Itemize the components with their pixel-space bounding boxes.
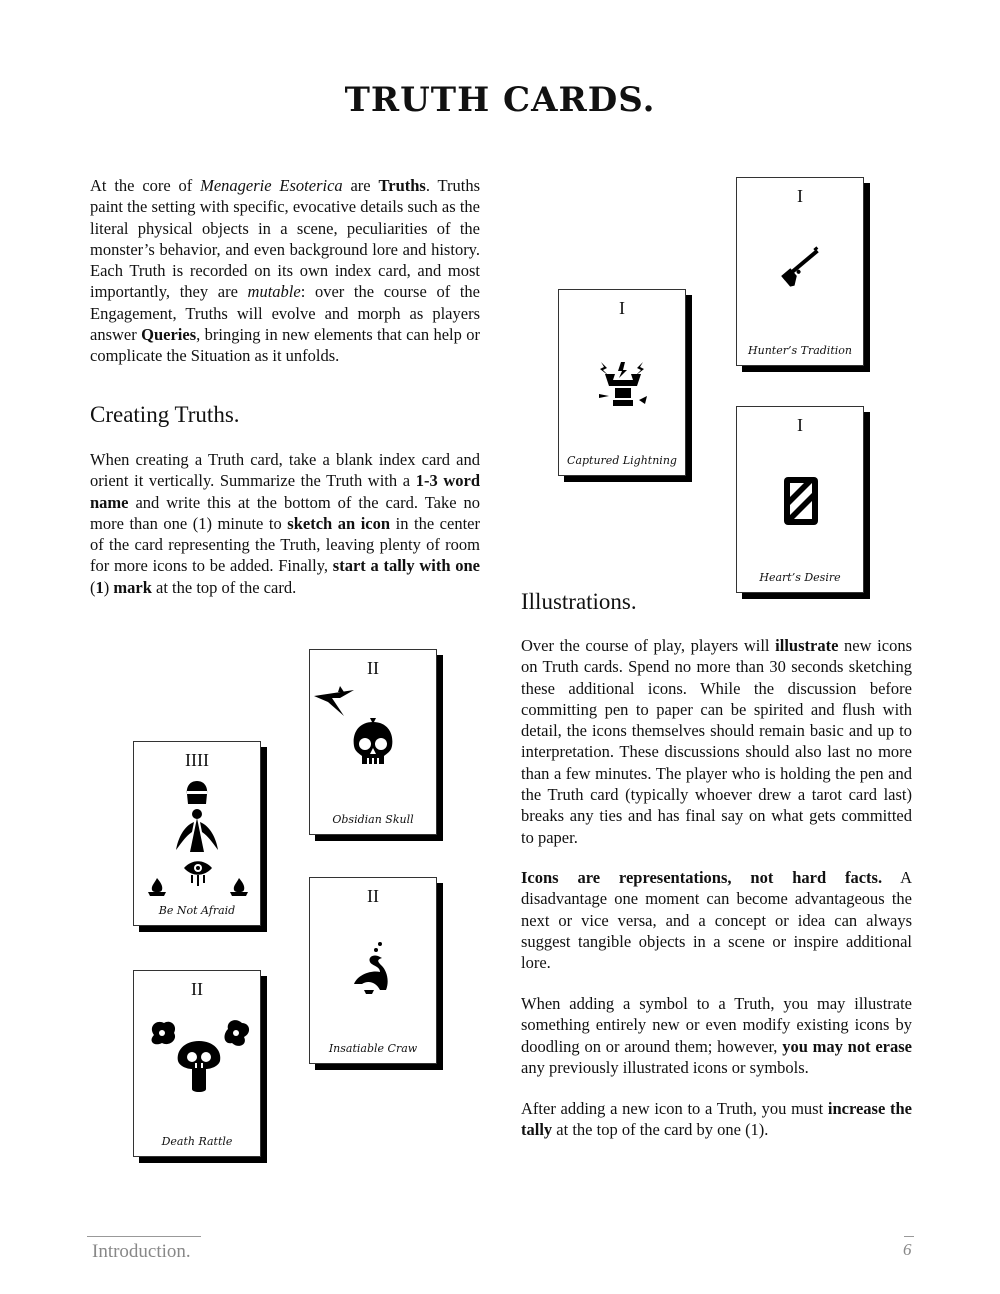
card-name: Heart’s Desire bbox=[759, 571, 841, 584]
card-tally: II bbox=[191, 979, 203, 999]
rifle-icon bbox=[777, 240, 827, 290]
page-number: 6 bbox=[903, 1240, 912, 1259]
truth-card-captured-lightning bbox=[558, 289, 686, 476]
truth-card-hearts-desire bbox=[736, 406, 864, 593]
lightning-jar-icon bbox=[597, 360, 649, 416]
card-name: Hunter’s Tradition bbox=[748, 344, 852, 357]
intro-paragraph: At the core of Menagerie Esoterica are Truths. Truths paint the setting with specific, evocative details such as the literal physical objects in a scene, peculiarities of the monster’s behavior, and even background lore and history. Each Truth is recorded on its own index card, and most importantly, they are mutable: over the course of the Engagement, Truths will evolve and morph as players answer Queries, bringing in new elements that can help or complicate the Situation as it unfolds. bbox=[90, 176, 480, 366]
bird-icon bbox=[352, 940, 394, 998]
eye-icon bbox=[182, 860, 214, 888]
page-title: TRUTH CARDS. bbox=[344, 80, 656, 120]
mushroom-skull-icon bbox=[144, 1015, 254, 1095]
card-name: Obsidian Skull bbox=[332, 813, 414, 826]
card-tally: IIII bbox=[185, 750, 209, 770]
card-name: Captured Lightning bbox=[567, 454, 677, 467]
card-name: Be Not Afraid bbox=[158, 904, 236, 917]
flame-left-icon bbox=[146, 876, 168, 898]
footer-section-title: Introduction. bbox=[92, 1241, 191, 1262]
footer-divider bbox=[87, 1236, 201, 1237]
truth-card-death-rattle bbox=[133, 970, 261, 1157]
card-name: Death Rattle bbox=[161, 1135, 233, 1148]
card-tally: I bbox=[797, 415, 803, 435]
illustrations-paragraph-2: Icons are representations, not hard facts. A disadvantage one moment can become advantageous the next or vice versa, and a concept or idea can always suggest tangible objects in a scene or inspire additional lore. bbox=[521, 868, 912, 973]
mirror-icon bbox=[782, 475, 820, 527]
creating-truths-paragraph: When creating a Truth card, take a blank index card and orient it vertically. Summarize the Truth with a 1-3 word name and write this at the bottom of the card. Take no more than one (1) minute to sketch an icon in the center of the card representing the Truth, leaving plenty of room for more icons to be added. Finally, start a tally with one (1) mark at the top of the card. bbox=[90, 450, 480, 597]
illustrations-paragraph-1: Over the course of play, players will illustrate new icons on Truth cards. Spend no more than 30 seconds sketching these additional icons. While the discussion before committing pen to paper can be spirited and flush with detail, the icons themselves should remain basic and up to interpretation. These discussions should also last no more than a few minutes. The player who is holding the pen and the Truth card (typically whoever drew a tarot card last) breaks any ties and has final say on what gets committed to paper. bbox=[521, 636, 912, 847]
skull-icon bbox=[348, 718, 398, 770]
card-tally: I bbox=[797, 186, 803, 206]
card-name: Insatiable Craw bbox=[328, 1042, 418, 1055]
angel-icon bbox=[174, 808, 220, 854]
card-tally: I bbox=[619, 298, 625, 318]
truth-card-insatiable-craw bbox=[309, 877, 437, 1064]
creating-truths-heading: Creating Truths. bbox=[90, 402, 240, 427]
illustrations-paragraph-4: After adding a new icon to a Truth, you must increase the tally at the top of the card by one (1). bbox=[521, 1099, 912, 1140]
card-tally: II bbox=[367, 886, 379, 906]
truth-card-hunters-tradition bbox=[736, 177, 864, 366]
hooded-head-icon bbox=[184, 780, 210, 806]
footer-page-divider bbox=[904, 1236, 914, 1237]
illustrations-heading: Illustrations. bbox=[521, 589, 637, 614]
card-tally: II bbox=[367, 658, 379, 678]
illustrations-paragraph-3: When adding a symbol to a Truth, you may illustrate something entirely new or even modify existing icons by doodling on or around them; however, you may not erase any previously illustrated icons or symbols. bbox=[521, 994, 912, 1077]
flame-right-icon bbox=[228, 876, 250, 898]
truth-card-obsidian-skull bbox=[309, 649, 437, 835]
truth-card-be-not-afraid bbox=[133, 741, 261, 926]
